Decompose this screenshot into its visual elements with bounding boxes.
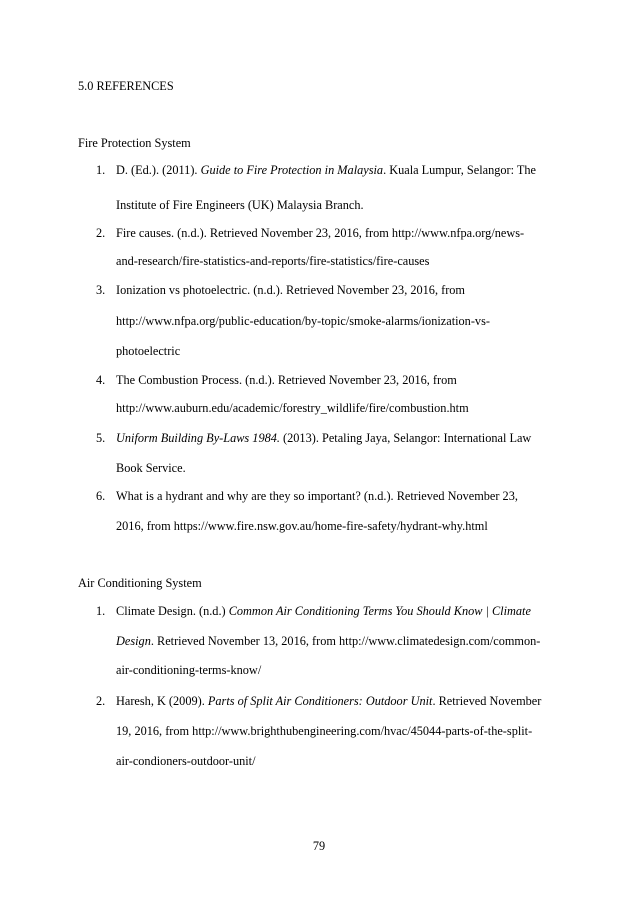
reference-line xyxy=(116,313,490,329)
reference-line xyxy=(116,282,465,298)
section-title: Fire Protection System xyxy=(78,136,191,150)
reference-number: 2. xyxy=(96,694,106,708)
reference-line xyxy=(116,753,256,769)
reference-italic-text: Guide to Fire Protection in Malaysia xyxy=(200,163,384,177)
reference-text: Haresh, K (2009). xyxy=(116,694,208,708)
reference-line xyxy=(116,430,531,446)
reference-text: What is a hydrant and why are they so important? (n.d.). Retrieved November 23, xyxy=(116,489,518,503)
reference-text: Fire causes. (n.d.). Retrieved November 23, 2016, from http://www.nfpa.org/news- xyxy=(116,226,525,240)
reference-line xyxy=(116,460,186,476)
section-title: Air Conditioning System xyxy=(78,576,202,590)
reference-number: 6. xyxy=(96,489,106,503)
reference-line xyxy=(116,225,524,241)
reference-line xyxy=(116,603,531,619)
reference-line xyxy=(116,662,261,678)
reference-italic-text: Design xyxy=(116,634,151,648)
page-number: 79 xyxy=(312,839,326,853)
reference-number: 5. xyxy=(96,431,106,445)
reference-line xyxy=(116,518,488,534)
reference-italic-text: Common Air Conditioning Terms You Should Know | Climate xyxy=(228,604,531,618)
reference-number: 1. xyxy=(96,604,106,618)
reference-text: Ionization vs photoelectric. (n.d.). Retrieved November 23, 2016, from xyxy=(116,283,465,297)
reference-text: air-conditioning-terms-know/ xyxy=(116,663,262,677)
reference-italic-text: Uniform Building By-Laws 1984. xyxy=(116,431,280,445)
reference-number: 1. xyxy=(96,163,106,177)
reference-text: (2013). Petaling Jaya, Selangor: International Law xyxy=(279,431,532,445)
reference-text: and-research/fire-statistics-and-reports/fire-statistics/fire-causes xyxy=(116,254,430,268)
reference-text: . Retrieved November 13, 2016, from http://www.climatedesign.com/common- xyxy=(150,634,541,648)
reference-line xyxy=(116,372,457,388)
reference-line xyxy=(116,400,469,416)
reference-line xyxy=(116,162,536,178)
reference-line xyxy=(116,253,429,269)
reference-number: 3. xyxy=(96,283,106,297)
reference-text: D. (Ed.). (2011). xyxy=(116,163,201,177)
reference-text: photoelectric xyxy=(116,344,181,358)
reference-text: http://www.nfpa.org/public-education/by-topic/smoke-alarms/ionization-vs- xyxy=(116,314,490,328)
references-heading: 5.0 REFERENCES xyxy=(78,79,174,93)
reference-text: 19, 2016, from http://www.brighthubengineering.com/hvac/45044-parts-of-the-split- xyxy=(116,724,533,738)
reference-text: Book Service. xyxy=(116,461,186,475)
reference-number: 2. xyxy=(96,226,106,240)
reference-line xyxy=(116,723,532,739)
reference-text: http://www.auburn.edu/academic/forestry_wildlife/fire/combustion.htm xyxy=(116,401,469,415)
reference-italic-text: Parts of Split Air Conditioners: Outdoor Unit xyxy=(207,694,433,708)
reference-line xyxy=(116,197,364,213)
reference-text: . Retrieved November xyxy=(432,694,542,708)
reference-line xyxy=(116,693,541,709)
reference-text: . Kuala Lumpur, Selangor: The xyxy=(383,163,537,177)
reference-text: The Combustion Process. (n.d.). Retrieved November 23, 2016, from xyxy=(116,373,457,387)
reference-line xyxy=(116,343,180,359)
reference-text: Institute of Fire Engineers (UK) Malaysia Branch. xyxy=(116,198,364,212)
reference-text: 2016, from https://www.fire.nsw.gov.au/home-fire-safety/hydrant-why.html xyxy=(116,519,488,533)
reference-line xyxy=(116,633,540,649)
reference-number: 4. xyxy=(96,373,106,387)
reference-text: Climate Design. (n.d.) xyxy=(116,604,229,618)
reference-text: air-condioners-outdoor-unit/ xyxy=(116,754,256,768)
reference-line xyxy=(116,488,518,504)
